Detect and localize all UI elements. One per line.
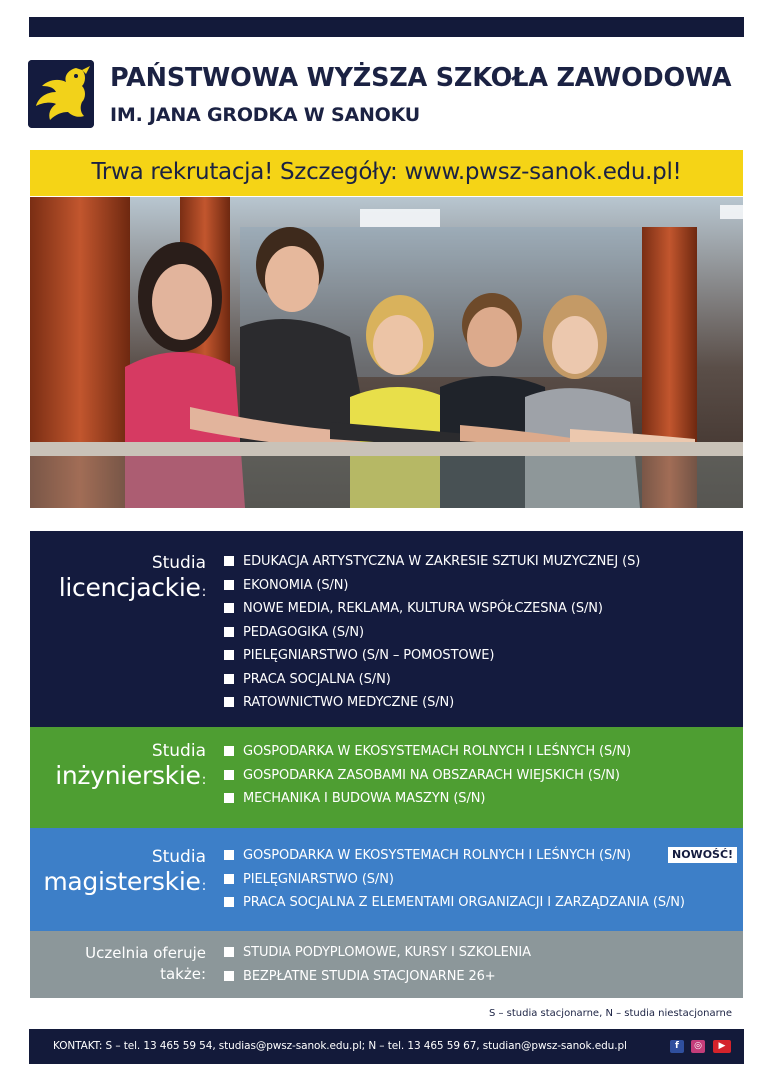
- programme-item: GOSPODARKA W EKOSYSTEMACH ROLNYCH I LEŚNYCH (S/N): [224, 740, 631, 764]
- programme-list: [224, 740, 631, 811]
- facebook-icon[interactable]: f: [670, 1040, 684, 1053]
- section-licencjackie: [30, 531, 743, 727]
- programme-list: [224, 550, 640, 715]
- griffin-emblem-icon: [28, 60, 94, 128]
- programme-item: PRACA SOCJALNA Z ELEMENTAMI ORGANIZACJI I ZARZĄDZANIA (S/N): [224, 891, 685, 915]
- contact-text[interactable]: KONTAKT: S – tel. 13 465 59 54, studias@pwsz-sanok.edu.pl; N – tel. 13 465 59 67, studian@pwsz-sanok.edu.pl: [53, 1040, 627, 1052]
- section-label-big: inżynierskie:: [55, 761, 206, 790]
- offer-item: BEZPŁATNE STUDIA STACJONARNE 26+: [224, 965, 531, 989]
- section-label-big: magisterskie:: [43, 867, 206, 896]
- new-badge: NOWOŚĆ!: [668, 847, 737, 863]
- programme-item: EDUKACJA ARTYSTYCZNA W ZAKRESIE SZTUKI MUZYCZNEJ (S): [224, 550, 640, 574]
- programme-item: PEDAGOGIKA (S/N): [224, 621, 640, 645]
- offer-item: STUDIA PODYPLOMOWE, KURSY I SZKOLENIA: [224, 941, 531, 965]
- programme-item: GOSPODARKA ZASOBAMI NA OBSZARACH WIEJSKICH (S/N): [224, 764, 631, 788]
- recruitment-banner-text[interactable]: Trwa rekrutacja! Szczegóły: www.pwsz-sanok.edu.pl!: [91, 159, 682, 185]
- programme-item: MECHANIKA I BUDOWA MASZYN (S/N): [224, 787, 631, 811]
- section-magisterskie-label: [43, 847, 206, 901]
- top-bar: [29, 17, 744, 37]
- section-label-small: Studia: [151, 553, 206, 573]
- also-label-line1: Uczelnia oferuje: [85, 944, 206, 962]
- youtube-icon[interactable]: ▶: [713, 1040, 731, 1053]
- section-also: [30, 931, 743, 998]
- school-name-line2: IM. JANA GRODKA W SANOKU: [110, 104, 421, 126]
- offer-list: [224, 941, 531, 988]
- instagram-icon[interactable]: ◎: [691, 1040, 705, 1053]
- programme-item: PIELĘGNIARSTWO (S/N – POMOSTOWE): [224, 644, 640, 668]
- section-label-big: licencjackie:: [58, 573, 206, 602]
- programme-item: NOWE MEDIA, REKLAMA, KULTURA WSPÓŁCZESNA (S/N): [224, 597, 640, 621]
- section-also-label: [85, 943, 206, 985]
- students-photo: [30, 197, 743, 508]
- study-mode-legend: S – studia stacjonarne, N – studia niestacjonarne: [488, 1008, 732, 1019]
- section-inzynierskie-label: [55, 741, 206, 795]
- programme-item: GOSPODARKA W EKOSYSTEMACH ROLNYCH I LEŚNYCH (S/N): [224, 844, 685, 868]
- contact-footer: [29, 1029, 744, 1064]
- section-label-small: Studia: [151, 847, 206, 867]
- section-licencjackie-label: [59, 553, 206, 607]
- section-label-small: Studia: [151, 741, 206, 761]
- programme-item: EKONOMIA (S/N): [224, 574, 640, 598]
- section-magisterskie: [30, 828, 743, 931]
- section-inzynierskie: [30, 727, 743, 828]
- recruitment-banner: [30, 150, 743, 196]
- programme-item: RATOWNICTWO MEDYCZNE (S/N): [224, 691, 640, 715]
- also-label-line2: także:: [160, 965, 206, 983]
- programme-item: PIELĘGNIARSTWO (S/N): [224, 868, 685, 892]
- programme-list: [224, 844, 685, 915]
- programme-item: PRACA SOCJALNA (S/N): [224, 668, 640, 692]
- school-name-line1: PAŃSTWOWA WYŻSZA SZKOŁA ZAWODOWA: [110, 63, 732, 93]
